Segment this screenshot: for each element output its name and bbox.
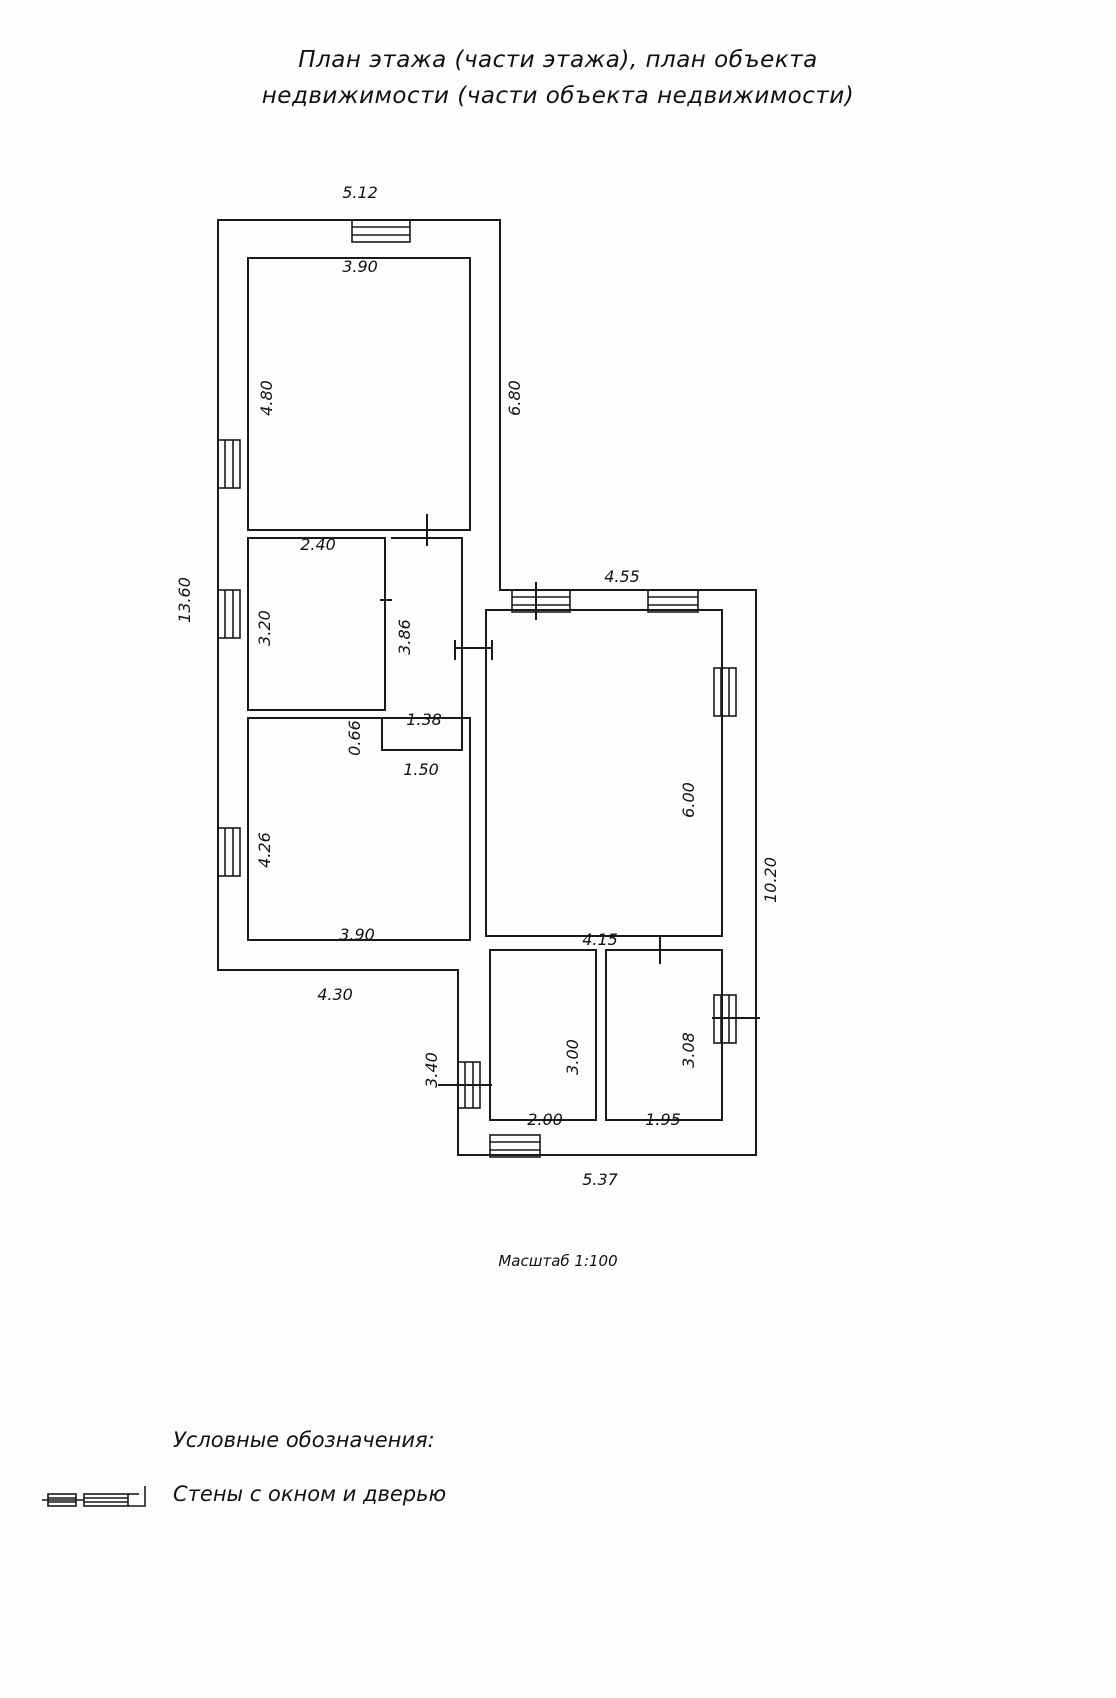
- dim-0-66: 0.66: [345, 720, 364, 756]
- legend-item-label: Стены с окном и дверью: [173, 1482, 447, 1506]
- dim-1-50: 1.50: [403, 760, 439, 779]
- dim-2-40: 2.40: [300, 535, 336, 554]
- dimension-labels: [175, 183, 780, 1189]
- page-title-line-1: План этажа (части этажа), план объекта: [298, 47, 818, 73]
- legend-item: [40, 1478, 740, 1526]
- window-top: [352, 220, 410, 242]
- dim-4-26: 4.26: [255, 832, 274, 868]
- dim-3-86: 3.86: [395, 619, 414, 655]
- room1-inner-walls: [248, 258, 470, 530]
- dim-3-90-top: 3.90: [342, 257, 378, 276]
- dim-10-20: 10.20: [761, 857, 780, 903]
- dim-1-95: 1.95: [645, 1110, 681, 1129]
- window-left-1: [218, 440, 240, 488]
- room5-walls: [606, 950, 722, 1120]
- dim-4-30: 4.30: [317, 985, 353, 1004]
- dim-3-08: 3.08: [679, 1032, 698, 1068]
- wall-with-window-and-door-icon: [40, 1478, 160, 1522]
- dim-5-12: 5.12: [342, 183, 378, 202]
- legend-heading: Условные обозначения:: [173, 1428, 435, 1452]
- dim-4-15: 4.15: [582, 930, 618, 949]
- dim-13-60: 13.60: [175, 577, 194, 623]
- scale-label: Масштаб 1:100: [498, 1252, 618, 1270]
- dim-5-37: 5.37: [582, 1170, 618, 1189]
- openings: [218, 220, 736, 1157]
- window-left-2: [218, 590, 240, 638]
- room-right-walls: [486, 610, 722, 936]
- window-left-3: [218, 828, 240, 876]
- dim-3-00: 3.00: [563, 1039, 582, 1075]
- window-top-right-2: [648, 590, 698, 612]
- dim-3-20: 3.20: [255, 610, 274, 646]
- dim-6-80: 6.80: [505, 380, 524, 416]
- room4-walls: [490, 950, 596, 1120]
- dim-3-90-bottom: 3.90: [339, 925, 375, 944]
- dim-4-55: 4.55: [604, 567, 640, 586]
- dim-4-80: 4.80: [257, 380, 276, 416]
- dim-6-00: 6.00: [679, 782, 698, 818]
- plan-outline: [218, 220, 756, 1155]
- window-top-right-1: [512, 590, 570, 612]
- dim-1-38: 1.38: [406, 710, 442, 729]
- window-bottom: [490, 1135, 540, 1157]
- dim-2-00: 2.00: [527, 1110, 563, 1129]
- window-right-1: [714, 668, 736, 716]
- dim-3-40: 3.40: [422, 1052, 441, 1088]
- floor-plan-drawing: [0, 150, 1116, 1230]
- page-title: [0, 42, 1116, 114]
- page-title-line-2: недвижимости (части объекта недвижимости): [261, 83, 855, 109]
